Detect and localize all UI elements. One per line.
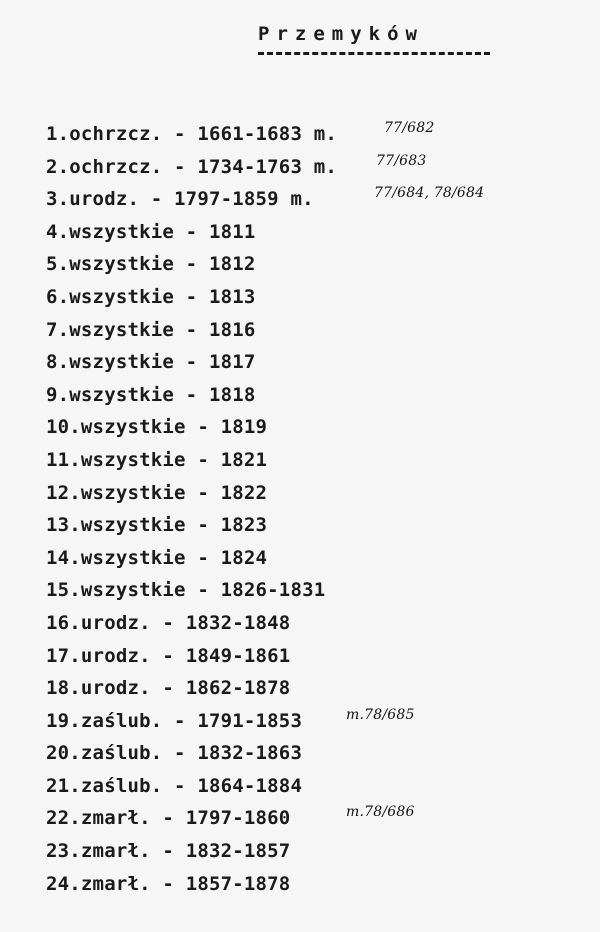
year-range: 1816 xyxy=(208,318,256,341)
separator: - xyxy=(174,383,209,406)
record-category: zaślub. xyxy=(80,709,163,732)
list-item xyxy=(46,281,586,314)
separator: - xyxy=(185,546,221,569)
handwritten-reference: 77/683 xyxy=(376,152,427,169)
entry-number: 1. xyxy=(46,123,70,145)
list-item xyxy=(46,151,586,184)
separator: - xyxy=(139,188,175,211)
entry-number: 21. xyxy=(46,774,81,797)
year-range: 1813 xyxy=(208,285,256,308)
entry-number: 6. xyxy=(46,285,70,308)
entry-number: 20. xyxy=(46,742,81,765)
separator: - xyxy=(162,155,198,178)
entry-number: 22. xyxy=(46,807,81,830)
record-category: wszystkie xyxy=(80,546,186,569)
year-range: 1857-1878 xyxy=(185,872,291,895)
record-category: wszystkie xyxy=(80,579,186,602)
entry-number: 8. xyxy=(46,351,70,374)
separator: - xyxy=(174,253,209,276)
year-range: 1832-1863 xyxy=(197,742,303,765)
microfilm-marker: m. xyxy=(302,155,338,178)
list-item xyxy=(46,379,586,412)
microfilm-marker: m. xyxy=(302,123,338,145)
list-item xyxy=(46,737,586,770)
handwritten-reference: 77/684, 78/684 xyxy=(374,185,485,202)
year-range: 1864-1884 xyxy=(197,774,303,797)
entry-number: 10. xyxy=(46,416,81,439)
list-item xyxy=(46,118,586,151)
entry-number: 4. xyxy=(46,220,70,243)
entry-number: 7. xyxy=(46,318,70,341)
year-range: 1832-1857 xyxy=(185,840,291,863)
entry-number: 13. xyxy=(46,514,81,537)
record-category: wszystkie xyxy=(80,514,186,537)
record-category: urodz. xyxy=(69,188,140,211)
separator: - xyxy=(185,514,221,537)
list-item xyxy=(46,835,586,868)
handwritten-note xyxy=(384,112,434,144)
list-item xyxy=(46,705,586,738)
list-item xyxy=(46,607,586,640)
handwritten-m: m. xyxy=(346,706,365,723)
list-item xyxy=(46,640,586,673)
list-item xyxy=(46,770,586,803)
year-range: 1791-1853 xyxy=(197,709,303,732)
list-item xyxy=(46,477,586,510)
entry-number: 5. xyxy=(46,253,70,276)
year-range: 1797-1860 xyxy=(185,807,291,830)
year-range: 1818 xyxy=(208,383,256,406)
separator: - xyxy=(150,840,186,863)
entry-number: 12. xyxy=(46,481,81,504)
entry-number: 16. xyxy=(46,611,81,634)
record-category: urodz. xyxy=(80,611,151,634)
microfilm-marker: m. xyxy=(278,188,314,211)
year-range: 1817 xyxy=(208,351,256,374)
entries-list xyxy=(46,118,586,900)
separator: - xyxy=(150,677,186,700)
record-category: zmarł. xyxy=(80,807,151,830)
separator: - xyxy=(185,416,221,439)
year-range: 1832-1848 xyxy=(185,611,291,634)
year-range: 1661-1683 xyxy=(197,123,303,145)
handwritten-note xyxy=(346,796,415,828)
list-item xyxy=(46,672,586,705)
separator: - xyxy=(174,318,209,341)
separator: - xyxy=(174,220,209,243)
separator: - xyxy=(150,807,186,830)
year-range: 1824 xyxy=(220,546,268,569)
entry-number: 11. xyxy=(46,448,81,471)
separator: - xyxy=(162,123,198,145)
entry-number: 19. xyxy=(46,709,81,732)
entry-number: 23. xyxy=(46,840,81,863)
record-category: wszystkie xyxy=(69,383,175,406)
separator: - xyxy=(185,481,221,504)
year-range: 1819 xyxy=(220,416,268,439)
year-range: 1812 xyxy=(208,253,256,276)
entry-number: 18. xyxy=(46,677,81,700)
entry-number: 3. xyxy=(46,188,70,211)
handwritten-note xyxy=(374,177,484,209)
year-range: 1734-1763 xyxy=(197,155,303,178)
separator: - xyxy=(174,351,209,374)
title-block xyxy=(258,22,498,55)
handwritten-reference: 77/682 xyxy=(384,120,435,136)
title-underline xyxy=(258,52,490,55)
list-item xyxy=(46,574,586,607)
separator: - xyxy=(150,611,186,634)
year-range: 1811 xyxy=(208,220,256,243)
list-item xyxy=(46,314,586,347)
year-range: 1849-1861 xyxy=(185,644,291,667)
list-item xyxy=(46,183,586,216)
handwritten-reference: 78/686 xyxy=(364,804,415,821)
entry-number: 2. xyxy=(46,155,70,178)
list-item xyxy=(46,509,586,542)
handwritten-note xyxy=(376,145,426,177)
record-category: wszystkie xyxy=(69,285,175,308)
year-range: 1797-1859 xyxy=(174,188,279,211)
list-item xyxy=(46,216,586,249)
entry-number: 9. xyxy=(46,383,70,406)
record-category: zaślub. xyxy=(80,742,163,765)
entry-number: 15. xyxy=(46,579,81,602)
record-category: ochrzcz. xyxy=(69,155,163,178)
record-category: ochrzcz. xyxy=(69,123,163,145)
separator: - xyxy=(150,644,186,667)
record-category: wszystkie xyxy=(69,318,175,341)
list-item xyxy=(46,802,586,835)
year-range: 1826-1831 xyxy=(220,579,326,602)
year-range: 1822 xyxy=(220,481,268,504)
record-category: wszystkie xyxy=(69,253,175,276)
list-item xyxy=(46,346,586,379)
record-category: zmarł. xyxy=(80,840,151,863)
separator: - xyxy=(162,709,198,732)
list-item xyxy=(46,868,586,901)
handwritten-note xyxy=(346,699,415,731)
record-category: wszystkie xyxy=(69,220,175,243)
separator: - xyxy=(162,742,198,765)
record-category: zmarł. xyxy=(80,872,151,895)
list-item xyxy=(46,248,586,281)
year-range: 1862-1878 xyxy=(185,677,291,700)
list-item xyxy=(46,542,586,575)
list-item xyxy=(46,411,586,444)
record-category: urodz. xyxy=(80,644,151,667)
record-category: wszystkie xyxy=(69,351,175,374)
entry-number: 17. xyxy=(46,644,81,667)
record-category: wszystkie xyxy=(80,416,186,439)
separator: - xyxy=(162,774,198,797)
handwritten-m: m. xyxy=(346,804,365,821)
year-range: 1823 xyxy=(220,514,268,537)
record-category: wszystkie xyxy=(80,481,186,504)
record-category: urodz. xyxy=(80,677,151,700)
separator: - xyxy=(150,872,186,895)
record-category: zaślub. xyxy=(80,774,163,797)
handwritten-reference: 78/685 xyxy=(364,706,415,723)
list-item xyxy=(46,444,586,477)
year-range: 1821 xyxy=(220,448,268,471)
separator: - xyxy=(185,579,221,602)
separator: - xyxy=(185,448,221,471)
entry-number: 14. xyxy=(46,546,81,569)
page-title: Przemyków xyxy=(258,23,424,45)
record-category: wszystkie xyxy=(80,448,186,471)
separator: - xyxy=(174,285,209,308)
entry-number: 24. xyxy=(46,872,81,895)
